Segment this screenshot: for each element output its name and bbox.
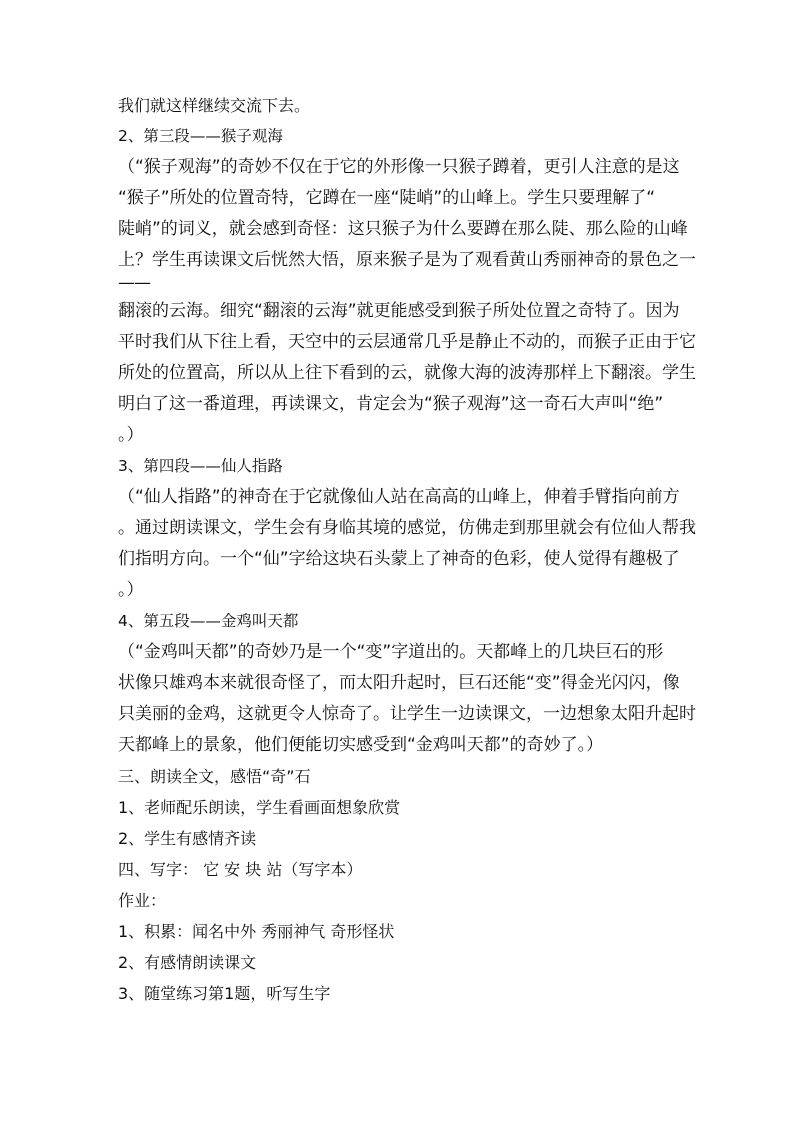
section-heading: 4、第五段——金鸡叫天都	[118, 612, 299, 630]
list-item: 1、老师配乐朗读，学生看画面想象欣赏	[118, 798, 401, 817]
paragraph-golden-rooster	[118, 637, 696, 761]
text-line: “猴子”所处的位置奇特，它蹲在一座“陡峭”的山峰上。学生只要理解了“	[118, 188, 656, 208]
text-line: 明白了这一番道理，再读课文，肯定会为“猴子观海”这一奇石大声叫“绝”	[118, 394, 664, 414]
section-heading: 2、第三段——猴子观海	[118, 127, 283, 145]
list-item: 2、有感情朗读课文	[118, 953, 257, 972]
text-line: 。通过朗读课文，学生会有身临其境的感觉，仿佛走到那里就会有位仙人帮我	[118, 518, 696, 538]
text-line: ——	[118, 273, 150, 293]
text-line: 翻滚的云海。细究“翻滚的云海”就更能感受到猴子所处位置之奇特了。因为	[118, 301, 680, 321]
text-line: （“仙人指路”的神奇在于它就像仙人站在高高的山峰上，伸着手臂指向前方	[118, 487, 680, 507]
section-heading: 3、第四段——仙人指路	[118, 457, 283, 475]
text-line: 。）	[118, 580, 144, 600]
text-line: 我们就这样继续交流下去。	[118, 96, 311, 115]
text-line: 们指明方向。一个“仙”字给这块石头蒙上了神奇的色彩，使人觉得有趣极了	[118, 549, 680, 569]
list-item: 2、学生有感情齐读	[118, 829, 257, 848]
paragraph-immortal-guide	[118, 482, 696, 606]
text-line: 所处的位置高，所以从上往下看到的云，就像大海的波涛那样上下翻滚。学生	[118, 363, 696, 383]
text-line: （“金鸡叫天都”的奇妙乃是一个“变”字道出的。天都峰上的几块巨石的形	[118, 642, 664, 662]
homework-heading: 作业：	[118, 891, 167, 910]
section-heading: 三、朗读全文，感悟“奇”石	[118, 767, 311, 786]
document-body	[118, 90, 696, 1009]
text-line: 天都峰上的景象，他们便能切实感受到“金鸡叫天都”的奇妙了。）	[118, 735, 604, 755]
list-item: 3、随堂练习第1题，听写生字	[118, 984, 331, 1003]
text-line: 只美丽的金鸡，这就更令人惊奇了。让学生一边读课文，一边想象太阳升起时	[118, 704, 696, 724]
section-heading: 四、写字： 它 安 块 站（写字本）	[118, 860, 363, 879]
text-line: 陡峭”的词义，就会感到奇怪：这只猴子为什么要蹲在那么陡、那么险的山峰	[118, 219, 688, 239]
text-line: （“猴子观海”的奇妙不仅在于它的外形像一只猴子蹲着，更引人注意的是这	[118, 157, 680, 177]
text-line: 平时我们从下往上看，天空中的云层通常几乎是静止不动的，而猴子正由于它	[118, 332, 696, 352]
text-line: 上？学生再读课文后恍然大悟，原来猴子是为了观看黄山秀丽神奇的景色之一	[118, 250, 696, 270]
paragraph-monkey-sea	[118, 152, 696, 451]
text-line: 。）	[118, 425, 144, 445]
text-line: 状像只雄鸡本来就很奇怪了，而太阳升起时，巨石还能“变”得金光闪闪，像	[118, 673, 680, 693]
list-item: 1、积累：闻名中外 秀丽神气 奇形怪状	[118, 922, 395, 941]
